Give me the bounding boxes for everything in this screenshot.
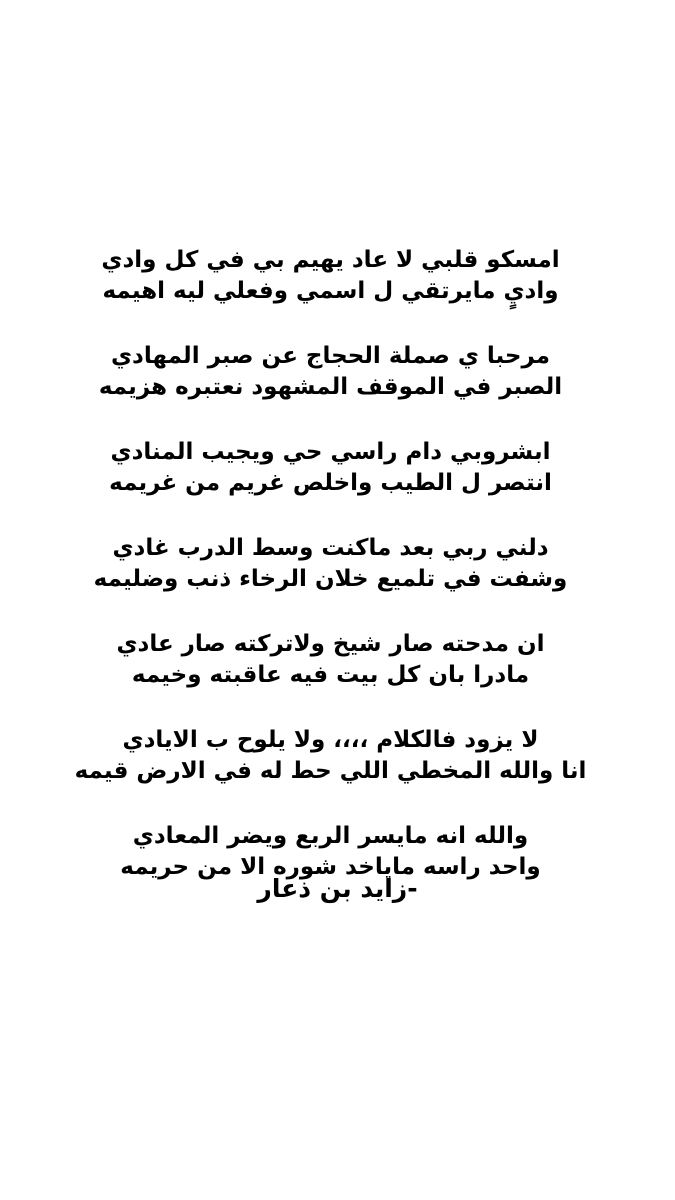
verse-line: والله انه مايسر الربع ويضر المعادي bbox=[132, 823, 529, 849]
verse-line: لا يزود فالكلام ،،،، ولا يلوح ب الايادي bbox=[122, 727, 539, 753]
verse-line: وشفت في تلميع خلان الرخاء ذنب وضليمه bbox=[93, 566, 568, 592]
poem bbox=[0, 245, 675, 917]
verse-line: الصبر في الموقف المشهود نعتبره هزيمه bbox=[98, 374, 563, 400]
stanza-6 bbox=[0, 725, 675, 787]
verse-line: انا والله المخطي اللي حط له في الارض قيمه bbox=[74, 758, 587, 784]
verse-line: انتصر ل الطيب واخلص غريم من غريمه bbox=[109, 470, 552, 496]
verse-line: واحد راسه ماياخد شوره الا من حريمه bbox=[120, 854, 541, 880]
stanza-3 bbox=[0, 437, 675, 499]
verse-line: مادرا بان كل بيت فيه عاقبته وخيمه bbox=[131, 662, 530, 688]
stanza-1 bbox=[0, 245, 675, 307]
verse-line: دلني ربي بعد ماكنت وسط الدرب غادي bbox=[112, 535, 549, 561]
verse-line: مرحبا ي صملة الحجاج عن صبر المهادي bbox=[110, 343, 551, 369]
verse-line: امسكو قلبي لا عاد يهيم بي في كل وادي bbox=[101, 247, 560, 273]
verse-line: واديٍ مايرتقي ل اسمي وفعلي ليه اهيمه bbox=[102, 278, 559, 304]
verse-line: ان مدحته صار شيخ ولاتركته صار عادي bbox=[116, 631, 545, 657]
stanza-4 bbox=[0, 533, 675, 595]
verse-line: ابشروبي دام راسي حي ويجيب المنادي bbox=[110, 439, 551, 465]
stanza-5 bbox=[0, 629, 675, 691]
poet-signature: -زايد بن ذعار bbox=[257, 874, 418, 903]
stanza-2 bbox=[0, 341, 675, 403]
